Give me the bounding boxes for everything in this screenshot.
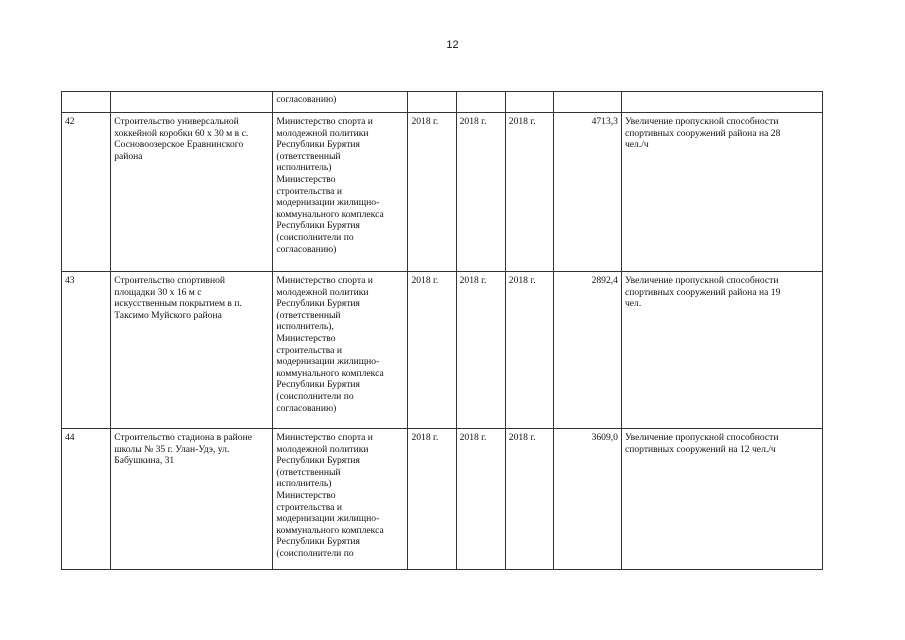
executor-line: согласованию) xyxy=(276,243,337,255)
executor-line: Республики Бурятия xyxy=(276,379,360,391)
cell-year-end: 2018 г. xyxy=(456,113,505,272)
cell-executor xyxy=(273,113,408,272)
table-row xyxy=(62,429,823,570)
cell-result xyxy=(621,92,822,113)
cell-year-funding: 2018 г. xyxy=(505,429,553,570)
executor-line: (ответственный xyxy=(276,150,341,162)
page-number: 12 xyxy=(446,39,459,51)
executor-line: исполнитель), xyxy=(276,321,334,333)
executor-line: модернизации жилищно- xyxy=(276,197,380,209)
cell-year-funding: 2018 г. xyxy=(505,113,553,272)
cell-amount: 3609,0 xyxy=(553,429,621,570)
executor-line: модернизации жилищно- xyxy=(276,356,380,368)
executor-line: Республики Бурятия xyxy=(276,455,360,467)
executor-line: молодежной политики xyxy=(276,443,369,455)
executor-line: исполнитель) xyxy=(276,162,332,174)
executor-line: молодежной политики xyxy=(276,286,369,298)
name-line: Бабушкина, 31 xyxy=(114,455,175,467)
result-line: Увеличение пропускной способности xyxy=(624,116,779,127)
cell-year-start xyxy=(408,92,456,113)
cell-year-end xyxy=(456,92,505,113)
measures-table xyxy=(61,91,823,570)
executor-line: Республики Бурятия xyxy=(276,536,360,548)
cell-amount: 4713,3 xyxy=(553,113,621,272)
executor-line: строительства и xyxy=(276,185,342,197)
name-line: района xyxy=(114,150,143,162)
name-line: искусственным покрытием в п. xyxy=(114,298,242,310)
name-line: Строительство стадиона в районе xyxy=(114,432,252,443)
cell-result xyxy=(621,272,822,429)
name-line: площадки 30 х 16 м с xyxy=(114,286,202,298)
cell-amount xyxy=(553,92,621,113)
cell-name xyxy=(111,272,273,429)
cell-year-end: 2018 г. xyxy=(456,272,505,429)
executor-line: (ответственный xyxy=(276,466,341,478)
cell-result xyxy=(621,429,822,570)
result-line: спортивных сооружений района на 28 xyxy=(624,127,781,139)
cell-num xyxy=(62,92,111,113)
name-line: Строительство универсальной xyxy=(114,116,239,127)
result-line: чел./ч xyxy=(624,139,649,151)
cell-executor xyxy=(273,272,408,429)
cell-year-end: 2018 г. xyxy=(456,429,505,570)
executor-line: молодежной политики xyxy=(276,127,369,139)
name-line: Строительство спортивной xyxy=(114,275,226,286)
result-line: Увеличение пропускной способности xyxy=(624,275,779,286)
name-line: Сосновоозерское Еравнинского xyxy=(114,139,244,151)
cell-name xyxy=(111,113,273,272)
cell-num: 44 xyxy=(62,429,111,570)
result-line: чел. xyxy=(624,298,642,310)
result-line: спортивных сооружений района на 19 xyxy=(624,286,781,298)
executor-line: согласованию) xyxy=(276,402,337,414)
cell-executor xyxy=(273,429,408,570)
executor-line: исполнитель) xyxy=(276,478,332,490)
executor-line: (ответственный xyxy=(276,309,341,321)
executor-line: модернизации жилищно- xyxy=(276,513,380,525)
cell-year-funding: 2018 г. xyxy=(505,272,553,429)
cell-amount: 2892,4 xyxy=(553,272,621,429)
executor-line: Министерство xyxy=(276,489,336,501)
table-row xyxy=(62,272,823,429)
executor-line: Республики Бурятия xyxy=(276,139,360,151)
cell-year-start: 2018 г. xyxy=(408,272,456,429)
cell-result xyxy=(621,113,822,272)
executor-line: строительства и xyxy=(276,344,342,356)
executor-line: (соисполнители по xyxy=(276,390,354,402)
name-line: хоккейной коробки 60 х 30 м в с. xyxy=(114,127,249,139)
executor-line: Министерство xyxy=(276,332,336,344)
cell-executor xyxy=(273,92,408,113)
cell-year-start: 2018 г. xyxy=(408,429,456,570)
executor-line: Министерство спорта и xyxy=(276,432,373,443)
cell-year-start: 2018 г. xyxy=(408,113,456,272)
executor-line: Министерство xyxy=(276,173,336,185)
executor-line: (соисполнители по xyxy=(276,231,354,243)
executor-line: Министерство спорта и xyxy=(276,275,373,286)
result-line: спортивных сооружений на 12 чел./ч xyxy=(624,443,776,455)
executor-line: согласованию) xyxy=(276,94,337,105)
executor-line: Республики Бурятия xyxy=(276,298,360,310)
cell-num: 43 xyxy=(62,272,111,429)
continuation-row xyxy=(62,92,823,113)
executor-line: коммунального комплекса xyxy=(276,367,384,379)
executor-line: Министерство спорта и xyxy=(276,116,373,127)
result-line: Увеличение пропускной способности xyxy=(624,432,779,443)
cell-year-funding xyxy=(505,92,553,113)
cell-num: 42 xyxy=(62,113,111,272)
table-row xyxy=(62,113,823,272)
executor-line: строительства и xyxy=(276,501,342,513)
executor-line: (соисполнители по xyxy=(276,547,354,559)
cell-name xyxy=(111,92,273,113)
name-line: школы № 35 г. Улан-Удэ, ул. xyxy=(114,443,230,455)
name-line: Таксимо Муйского района xyxy=(114,309,222,321)
executor-line: Республики Бурятия xyxy=(276,220,360,232)
executor-line: коммунального комплекса xyxy=(276,524,384,536)
executor-line: коммунального комплекса xyxy=(276,208,384,220)
cell-name xyxy=(111,429,273,570)
